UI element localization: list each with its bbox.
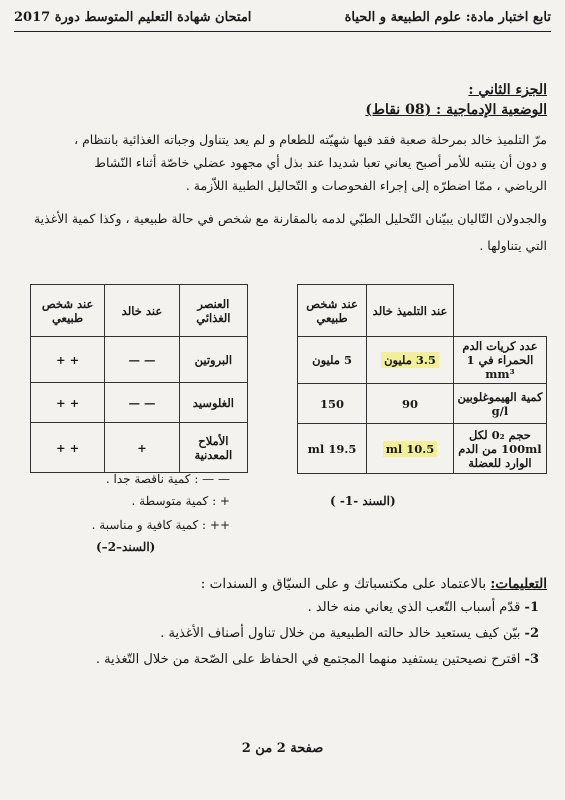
legend-sufficient: ++ : كمية كافية و مناسبة . [91, 518, 230, 532]
question-number: 3- [524, 652, 539, 667]
question-2 [160, 626, 539, 641]
question-text: بيّن كيف يستعيد خالد حالته الطبيعية من خلال تناول أصناف الأغذية . [160, 626, 521, 641]
paragraph-line-5: التي يتناولها . [479, 238, 547, 253]
table2-header-element: العنصر الغذائي [179, 285, 247, 337]
table2-cell-normal: + + [31, 337, 105, 383]
paragraph-line-4: والجدولان التّاليان يبيّنان التّحليل الطبّي لدمه بالمقارنة مع شخص في حالة طبيعية ، وكذا كمية الأغذية [33, 211, 547, 226]
document-2-caption: (السند–2–) [96, 540, 156, 554]
instructions-heading [201, 576, 547, 592]
table1-row-label: حجم 0₂ لكل 100ml من الدم الوارد للعضلة [453, 424, 546, 474]
table1-header-normal: عند شخص طبيعي [298, 285, 367, 337]
table2-cell-khaled: — — [105, 383, 180, 423]
table1-cell-khaled: 10.5 ml [367, 424, 454, 474]
blood-analysis-table [297, 284, 547, 474]
document-1-caption: (السند -1- ) [330, 494, 396, 508]
table2-row-label: البروتين [179, 337, 247, 383]
part-title: الجزء الثاني : [468, 82, 547, 98]
page-header [14, 6, 551, 30]
table1-cell-normal: 5 مليون [298, 337, 367, 384]
question-1 [308, 600, 539, 615]
table1-cell-khaled: 90 [367, 384, 454, 424]
table1-row-label: عدد كريات الدم الحمراء في 1 mm³ [453, 337, 546, 384]
food-intake-table [30, 284, 248, 473]
question-text: اقترح نصيحتين يستفيد منهما المجتمع في الحفاظ على الصّحة من خلال التّغذية . [95, 652, 521, 667]
table2-cell-khaled: — — [105, 337, 180, 383]
table2-cell-normal: + + [31, 423, 105, 473]
table1-header-khaled: عند التلميذ خالد [367, 285, 454, 337]
table2-row-label: الغلوسيد [179, 383, 247, 423]
question-number: 1- [524, 600, 539, 615]
table2-header-khaled: عند خالد [105, 285, 180, 337]
table2-header-normal: عند شخص طبيعي [31, 285, 105, 337]
paragraph-line-3: الرياضي ، ممّا اضطرّه إلى إجراء الفحوصات و التّحاليل الطبية اللاّزمة . [185, 178, 547, 193]
situation-title: الوضعية الإدماجية : (08 نقاط) [365, 102, 547, 118]
table1-cell-normal: 19.5 ml [298, 424, 367, 474]
table2-row-label: الأملاح المعدنية [179, 423, 247, 473]
paragraph-line-2: و دون أن ينتبه للأمر أصبح يعاني تعبا شديدا عند بذل أي مجهود عضلي خاصّة أثناء النّشاط [94, 155, 547, 170]
paragraph-line-1: مرّ التلميذ خالد بمرحلة صعبة فقد فيها شهيّته للطعام و لم يعد يتناول وجباته الغذائية بانتظام ، [74, 132, 547, 147]
legend-very-low: — — : كمية ناقصة جدا . [105, 472, 230, 486]
header-exam: امتحان شهادة التعليم المتوسط دورة 2017 [14, 10, 252, 25]
instructions-title: التعليمات: [490, 576, 547, 592]
question-text: قدّم أسباب التّعب الذي يعاني منه خالد . [307, 600, 521, 615]
table1-row-label: كمية الهيموغلوبين g/l [453, 384, 546, 424]
table2-cell-normal: + + [31, 383, 105, 423]
question-3 [96, 652, 539, 667]
instructions-intro: بالاعتماد على مكتسباتك و على السيّاق و السندات : [200, 576, 487, 592]
header-divider [14, 31, 551, 32]
question-number: 2- [524, 626, 539, 641]
table1-corner [453, 285, 546, 337]
header-subject: تابع اختبار مادة: علوم الطبيعة و الحياة [344, 10, 551, 25]
table1-cell-khaled: 3.5 مليون [367, 337, 454, 384]
table2-cell-khaled: + [105, 423, 180, 473]
page-number: صفحة 2 من 2 [241, 741, 324, 756]
table1-cell-normal: 150 [298, 384, 367, 424]
legend-medium: + : كمية متوسطة . [131, 494, 230, 508]
